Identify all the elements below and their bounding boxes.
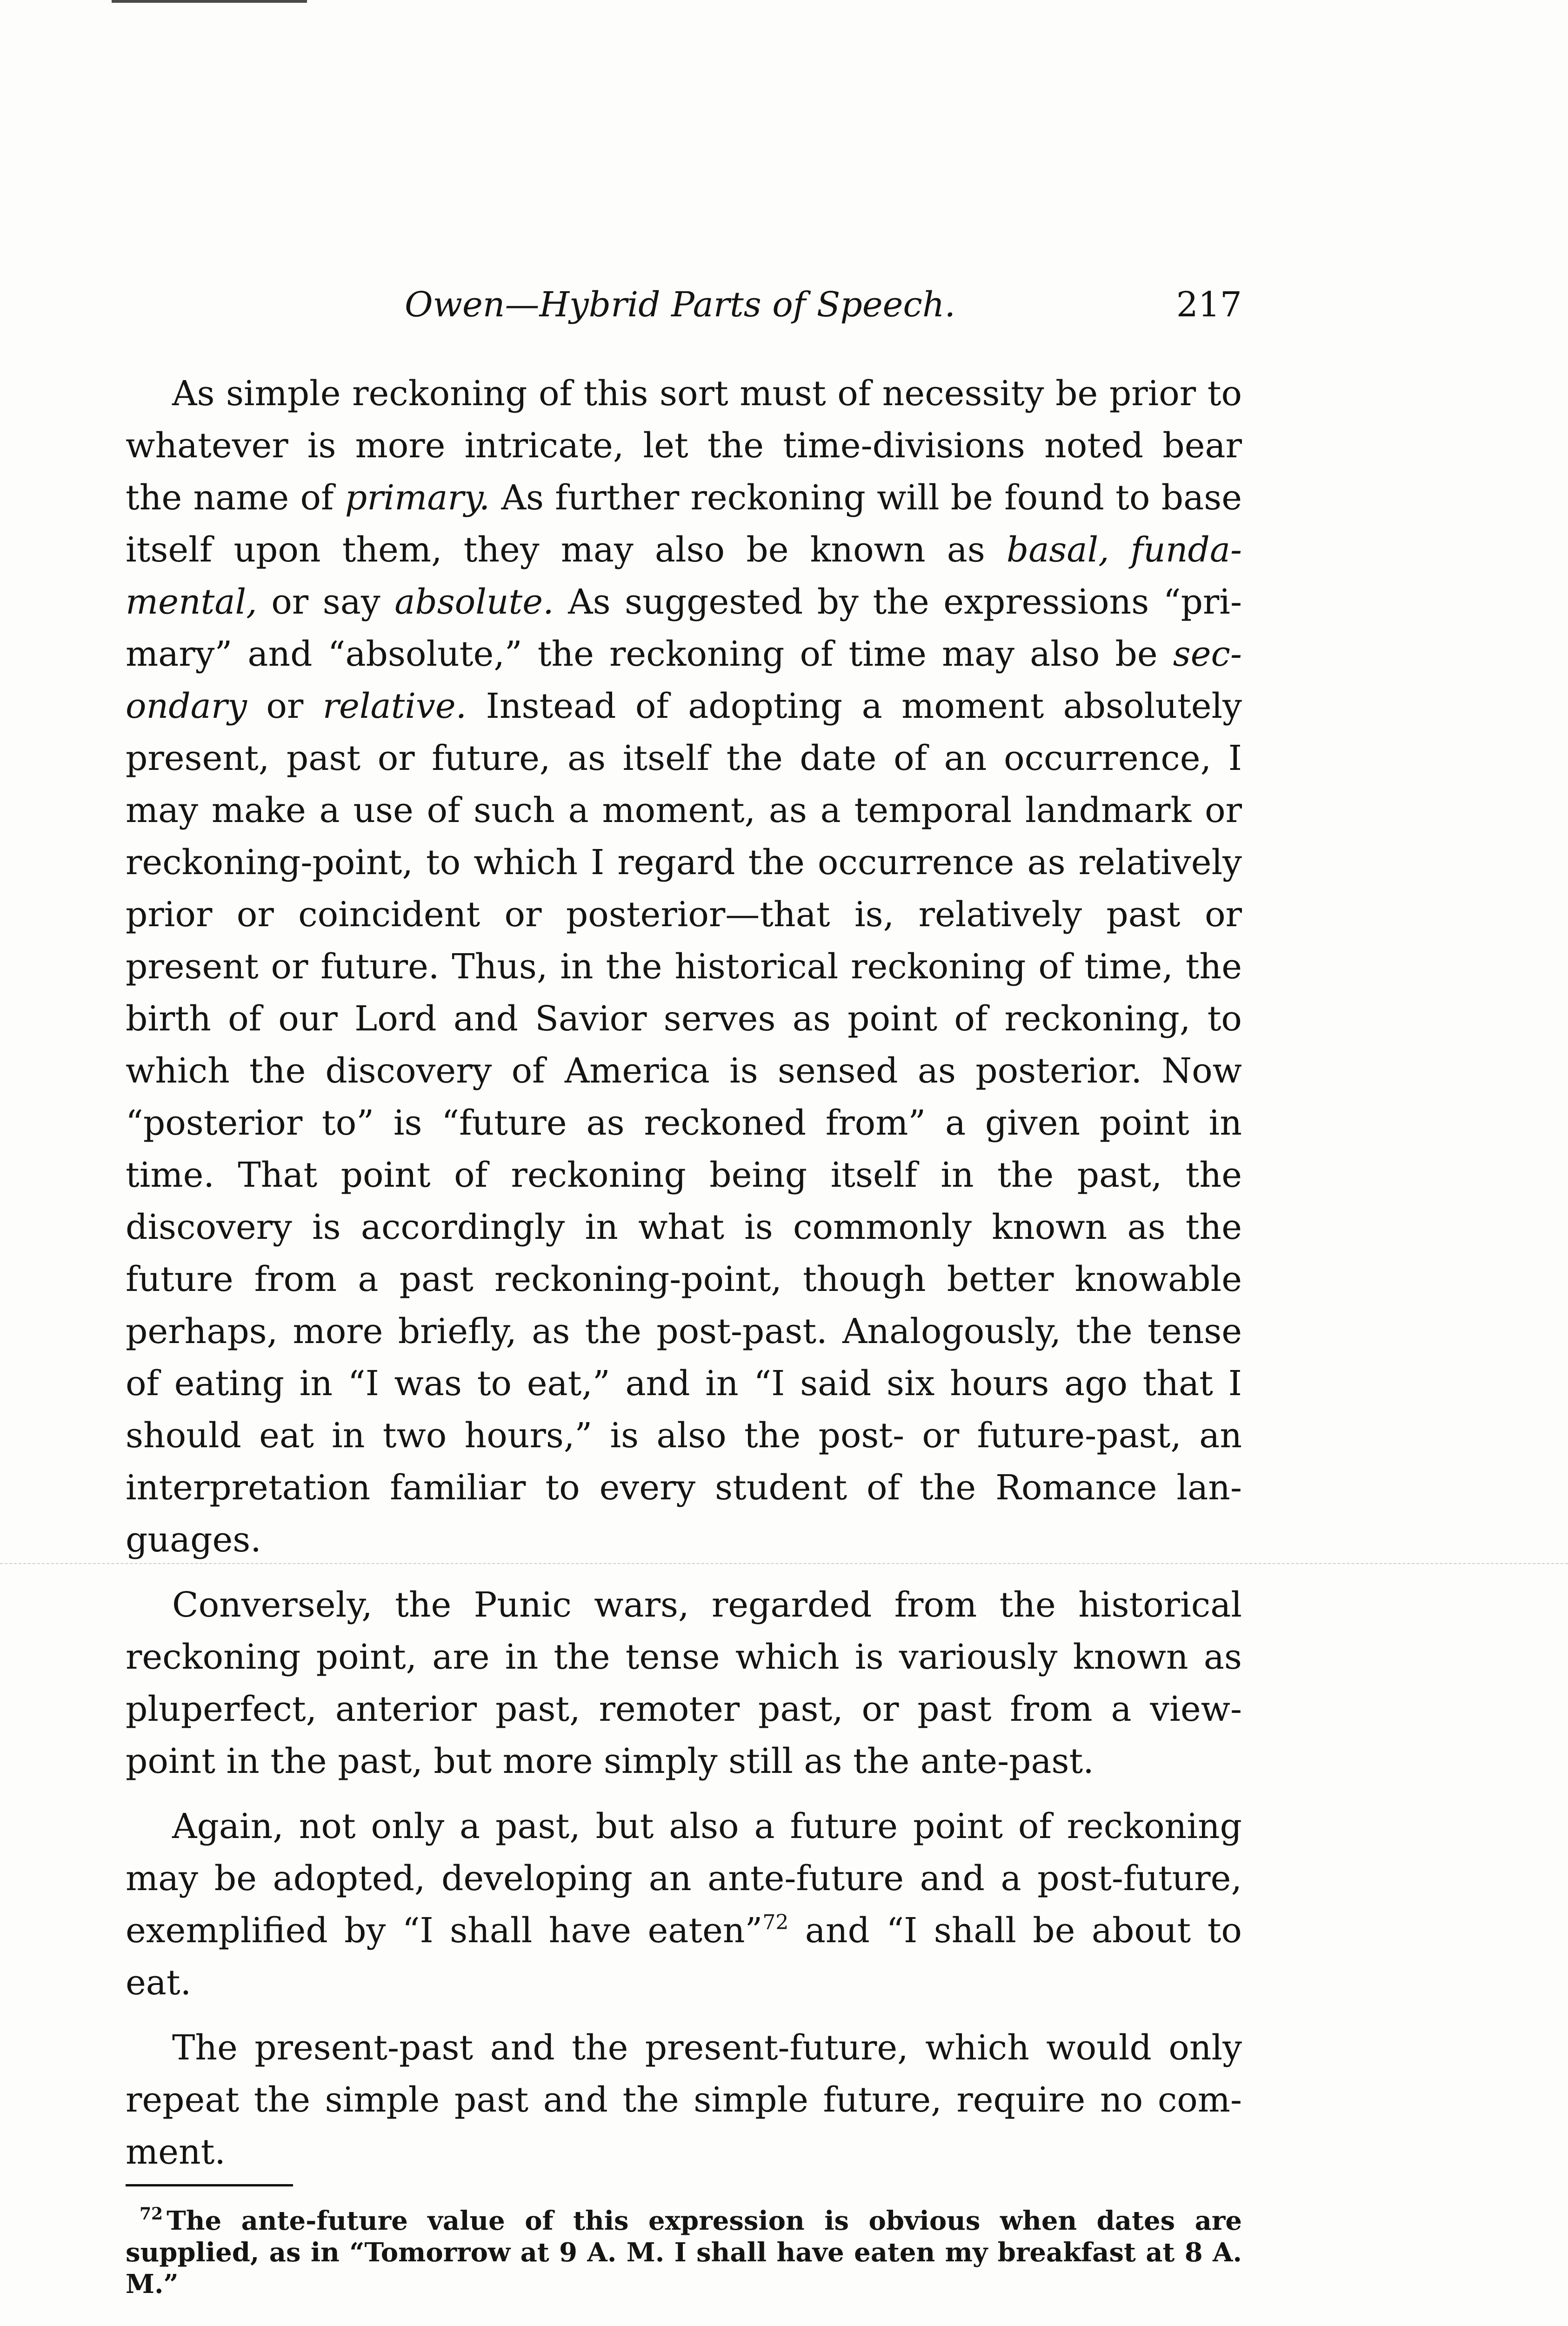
text-run: Conversely, the Punic wars, regarded from the historical reckoning point, are in the tense which is variously known as pluperfect, anterior past, remoter past, or past from a viewpoint in the past, but more simply still as the ante-past. xyxy=(126,1585,1242,1781)
footnote-rule xyxy=(126,2184,293,2186)
text-run: and “I shall be about to eat. xyxy=(126,1911,1242,2003)
running-head: Owen—Hybrid Parts of Speech. xyxy=(405,285,956,325)
text-run: or xyxy=(247,686,323,726)
text-run: As suggested by the expressions “primary” and “absolute,” the reckoning of time may also be xyxy=(126,582,1242,674)
page-number: 217 xyxy=(1176,285,1242,325)
italic-term: basal, fundamental, xyxy=(126,530,1242,622)
footnote xyxy=(126,2205,1242,2300)
text-run: Again, not only a past, but also a future point of reckoning may be adopted, developing an ante-future and a post-future, exemplified by “I shall have eaten” xyxy=(126,1806,1242,1951)
italic-term: absolute. xyxy=(394,582,554,622)
text-run: Instead of adopting a moment absolutely present, past or future, as itself the date of an occurrence, I may make a use of such a moment, as a temporal landmark or reckoning-point, to which I regard the occurrence as relatively prior or coincident or posterior—that is, relatively past or present or future. Thus, in the historical reckoning of time, the birth of our Lord and Savior serves as point of reckoning, to which the discovery of America is sensed as posterior. Now “posterior to” is “future as reckoned from” a given point in time. That point of reckoning being itself in the past, the discovery is accordingly in what is commonly known as the future from a past reckoning-point, though better knowable perhaps, more briefly, as the post-past. Analogously, the tense of eating in “I was to eat,” and in “I said six hours ago that I should eat in two hours,” is also the post- or future-past, an interpretation familiar to every student of the Romance languages. xyxy=(126,686,1242,1560)
footnote-marker: 72 xyxy=(140,2204,163,2224)
scan-edge-mark xyxy=(112,0,307,17)
page-fold-line xyxy=(0,1563,1568,1564)
italic-term: relative. xyxy=(322,686,467,726)
paragraph xyxy=(126,1579,1242,1787)
page-header xyxy=(126,279,1242,330)
paragraph xyxy=(126,2022,1242,2178)
text-run: As further reckoning will be found to base itself upon them, they may also be known as xyxy=(126,478,1242,570)
text-run: The present-past and the present-future, which would only repeat the simple past and the simple future, require no comment. xyxy=(126,2028,1242,2172)
italic-term: primary. xyxy=(345,478,490,518)
paragraph xyxy=(126,368,1242,1566)
paragraph xyxy=(126,1800,1242,2009)
italic-term: secondary xyxy=(126,634,1242,726)
text-run: As simple reckoning of this sort must of necessity be prior to whatever is more intricate, let the time-divisions noted bear the name of xyxy=(126,374,1242,518)
footnote-reference: 72 xyxy=(762,1911,789,1934)
text-run: or say xyxy=(257,582,395,622)
footnote-text: The ante-future value of this expression is obvious when dates are supplied, as in “Tomorrow at 9 A. M. I shall have eaten my breakfast at 8 A. M.” xyxy=(126,2206,1242,2299)
body-text xyxy=(126,368,1242,2178)
